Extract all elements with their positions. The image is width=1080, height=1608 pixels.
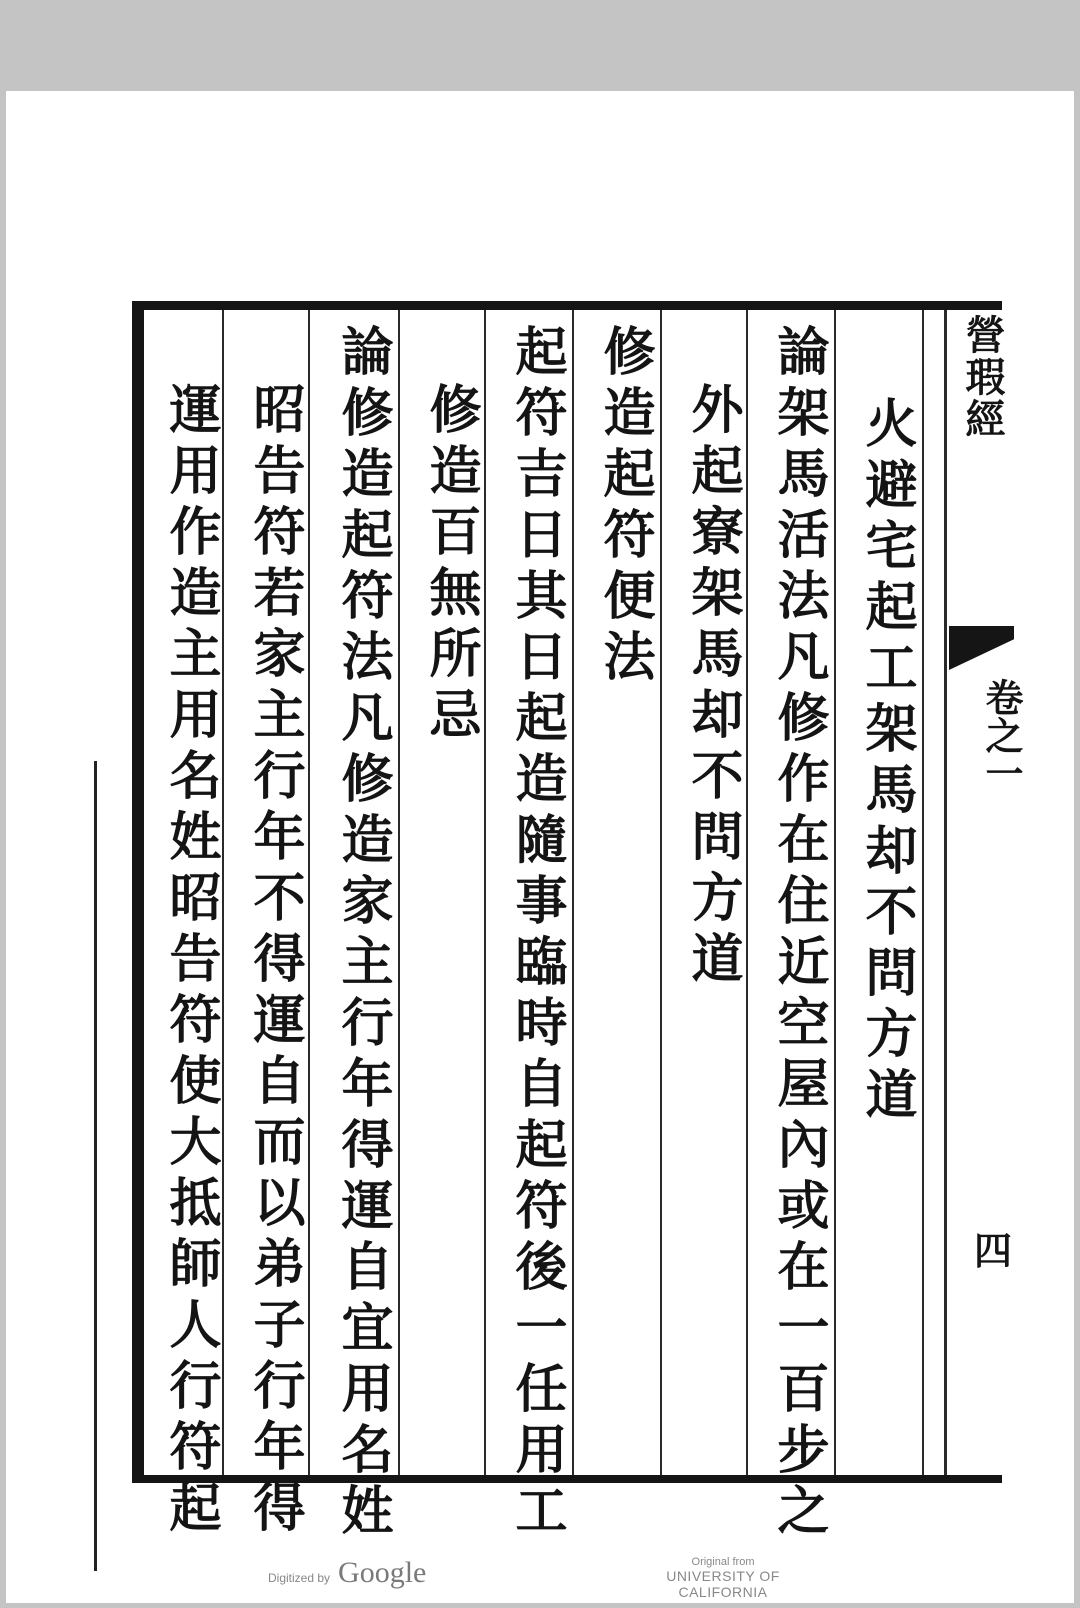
volume-label: 卷之一 — [979, 678, 1024, 792]
block-center — [944, 310, 1024, 1475]
original-from-label: Original from — [691, 1556, 755, 1568]
text-column-9: 運用作造主用名姓昭告符使大抵師人行符起 — [160, 382, 221, 1541]
text-column-2: 論架馬活法凡修作在住近空屋內或在一百步之 — [768, 324, 829, 1544]
text-column-5: 起符吉日其日起造隨事臨時自起符後一任用工 — [506, 324, 567, 1544]
original-from-watermark — [628, 1556, 818, 1600]
print-frame — [132, 301, 1024, 1544]
text-column-3: 外起寮架馬却不問方道 — [682, 382, 743, 992]
text-column-6: 修造百無所忌 — [420, 382, 481, 748]
fish-tail-mark — [949, 626, 1014, 670]
text-column-4: 修造起符便法 — [594, 324, 655, 690]
text-column-7: 論修造起符法凡修造家主行年得運自宜用名姓 — [332, 324, 393, 1544]
page-number: 四 — [974, 1228, 1013, 1273]
digitized-label: Digitized by — [268, 1571, 331, 1585]
text-column-8: 昭告符若家主行年不得運自而以弟子行年得 — [244, 382, 305, 1541]
page-edge-rule — [94, 761, 97, 1571]
university-label: UNIVERSITY OF CALIFORNIA — [666, 1568, 780, 1600]
digitized-by-watermark — [268, 1556, 426, 1596]
google-logo: Google — [338, 1556, 427, 1589]
scanned-page — [6, 91, 1074, 1603]
book-title: 營瑕經 — [959, 314, 1006, 440]
text-column-1: 火避宅起工架馬却不問方道 — [856, 396, 917, 1128]
